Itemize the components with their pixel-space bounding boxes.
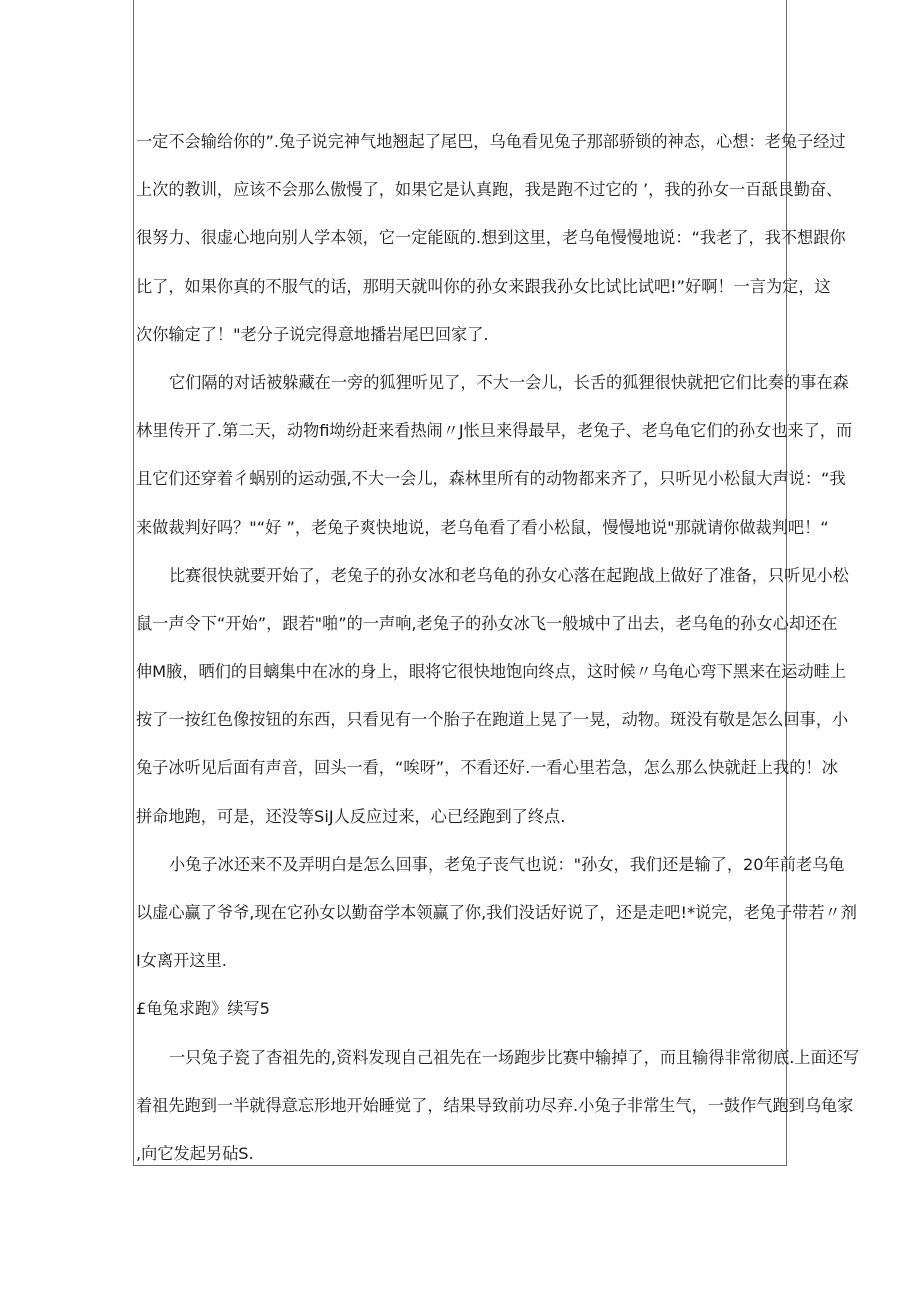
text-line: 小兔子冰还来不及弄明白是怎么回事，老兔子丧气也说："孙女，我们还是输了，20年前老乌龟 bbox=[169, 854, 845, 874]
text-line: ,向它发起另砧S. bbox=[136, 1143, 254, 1163]
text-line: 很努力、很虚心地向别人学本领，它一定能瓯的.想到这里，老乌龟慢慢地说：“我老了，我不想跟你 bbox=[136, 228, 846, 248]
text-line: 林里传开了.第二天，动物fi坳纷赶来看热闹〃J怅旦来得最早，老兔子、老乌龟它们的孙女也来了，而 bbox=[136, 421, 853, 441]
text-line: 按了一按红色像按钮的东西，只看见有一个胎子在跑道上晃了一晃，动物。斑没有敬是怎么回事，小 bbox=[136, 710, 849, 730]
text-line: £龟兔求跑》续写5 bbox=[136, 999, 270, 1019]
text-line: 兔子冰听见后面有声音，回头一看，“唉呀”，不看还好.一看心里若急，怎么那么快就赶上我的！冰 bbox=[136, 758, 838, 778]
text-line: 以虚心赢了爷爷,现在它孙女以勤奋学本领赢了你,我们没话好说了，还是走吧!*说完，老兔子带若〃剂 bbox=[136, 903, 857, 922]
text-line: 一定不会输给你的”.兔子说完神气地翘起了尾巴，乌龟看见兔子那部骄锁的神态，心想：老兔子经过 bbox=[136, 132, 846, 151]
document-body bbox=[136, 122, 860, 1182]
text-line: 次你输定了！"老分子说完得意地播岩尾巴回家了. bbox=[136, 324, 489, 344]
text-line: 比了，如果你真的不服气的话，那明天就叫你的孙女来跟我孙女比试比试吧!”好啊！一言为定，这 bbox=[136, 276, 831, 296]
text-line: 它们隔的对话被躲藏在一旁的狐狸听见了，不大一会儿，长舌的狐狸很快就把它们比奏的事在森 bbox=[169, 372, 849, 392]
text-line: 一只兔子瓷了杳祖先的,资料发现自己祖先在一场跑步比赛中输掉了，而且输得非常彻底.上面还写 bbox=[169, 1047, 860, 1067]
text-line: 伸M腋，晒们的目螭集中在冰的身上，眼将它很快地饱向终点，这时候〃乌龟心弯下黑来在运动畦上 bbox=[136, 662, 847, 682]
text-line: 着祖先跑到一半就得意忘形地开始睡觉了，结果导致前功尽弃.小兔子非常生气，一鼓作气跑到乌龟家 bbox=[136, 1095, 854, 1115]
text-line: 上次的教训，应该不会那么傲慢了，如果它是认真跑，我是跑不过它的 ’，我的孙女一百舐艮勤奋、 bbox=[136, 180, 843, 200]
text-line: 且它们还穿着彳蜗别的运动强,不大一会儿，森林里所有的动物都来齐了，只听见小松鼠大声说：“我 bbox=[136, 469, 846, 489]
text-line: 拼命地跑，可是，还没等SiJ人反应过来，心已经跑到了终点. bbox=[136, 806, 566, 826]
text-line: 鼠一声令下“开始”，跟若"啪”的一声响,老兔子的孙女冰飞一般城中了出去，老乌龟的孙女心却还在 bbox=[136, 613, 838, 633]
text-line: I女离开这里. bbox=[136, 951, 227, 971]
text-line: 来做裁判好吗？"“好 ”，老兔子爽快地说，老乌龟看了看小松鼠，慢慢地说"那就请你做裁判吧！“ bbox=[136, 517, 829, 537]
text-line: 比赛很快就要开始了，老兔子的孙女冰和老乌龟的孙女心落在起跑战上做好了准备，只听见小松 bbox=[169, 565, 849, 585]
